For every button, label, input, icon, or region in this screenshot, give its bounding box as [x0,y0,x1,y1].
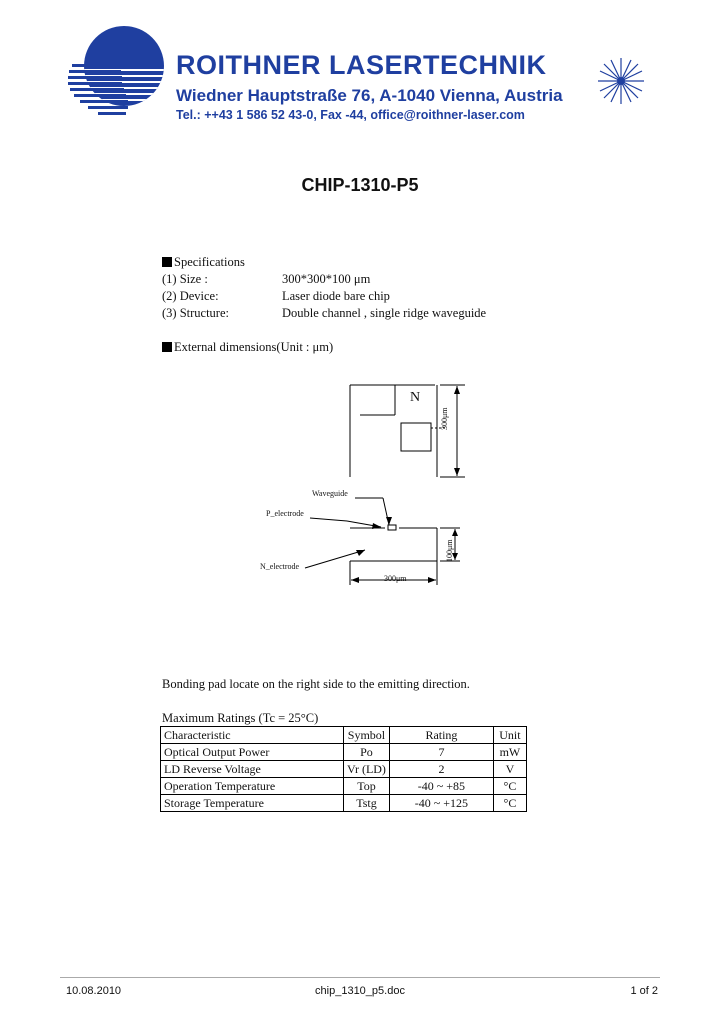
dimensions-heading: External dimensions(Unit : μm) [162,340,333,355]
table-row [161,778,527,795]
footer-divider [60,977,660,978]
spec-value: Laser diode bare chip [282,289,390,303]
table-cell: Vr (LD) [344,761,390,778]
specifications-heading: Specifications [162,255,245,270]
table-cell: Tstg [344,795,390,812]
company-logo [66,26,176,126]
table-header: Characteristic [161,727,344,744]
table-row [161,761,527,778]
table-cell: Storage Temperature [161,795,344,812]
table-cell: Top [344,778,390,795]
table-cell: V [493,761,526,778]
bonding-note: Bonding pad locate on the right side to the emitting direction. [162,677,470,691]
company-contact: Tel.: ++43 1 586 52 43-0, Fax -44, office@roithner-laser.com [176,108,525,122]
spec-value: Double channel , single ridge waveguide [282,306,487,320]
waveguide-label: Waveguide [312,489,348,498]
company-address: Wiedner Hauptstraße 76, A-1040 Vienna, Austria [176,86,563,105]
side-dimension-label: 300μm [440,407,449,430]
footer-date: 10.08.2010 [66,985,122,997]
table-cell: mW [493,744,526,761]
table-row [161,744,527,761]
table-cell: 2 [389,761,493,778]
spec-label: (2) Device: [162,289,219,303]
spec-value: 300*300*100 μm [282,272,371,286]
footer-page: 1 of 2 [630,985,658,997]
table-cell: °C [493,795,526,812]
table-cell: LD Reverse Voltage [161,761,344,778]
ratings-table [160,726,527,812]
table-header: Unit [493,727,526,744]
spec-label: (3) Structure: [162,306,229,320]
footer-filename: chip_1310_p5.doc [315,985,405,997]
width-dimension-label: 300μm [384,574,407,583]
table-cell: Optical Output Power [161,744,344,761]
table-cell: -40 ~ +85 [389,778,493,795]
table-cell: °C [493,778,526,795]
spec-label: (1) Size : [162,272,208,286]
table-header-row [161,727,527,744]
table-cell: 7 [389,744,493,761]
table-cell: Operation Temperature [161,778,344,795]
top-view-label: N [410,390,421,405]
table-row [161,795,527,812]
table-header: Rating [389,727,493,744]
p-electrode-label: P_electrode [266,509,304,518]
table-cell: -40 ~ +125 [389,795,493,812]
starburst-icon [596,56,646,106]
height-dimension-label: 100μm [445,539,454,562]
table-header: Symbol [344,727,390,744]
n-electrode-label: N_electrode [260,562,300,571]
company-name: ROITHNER LASERTECHNIK [176,50,547,80]
page-title: CHIP-1310-P5 [301,175,419,195]
ratings-caption: Maximum Ratings (Tc = 25°C) [162,711,319,725]
table-cell: Po [344,744,390,761]
